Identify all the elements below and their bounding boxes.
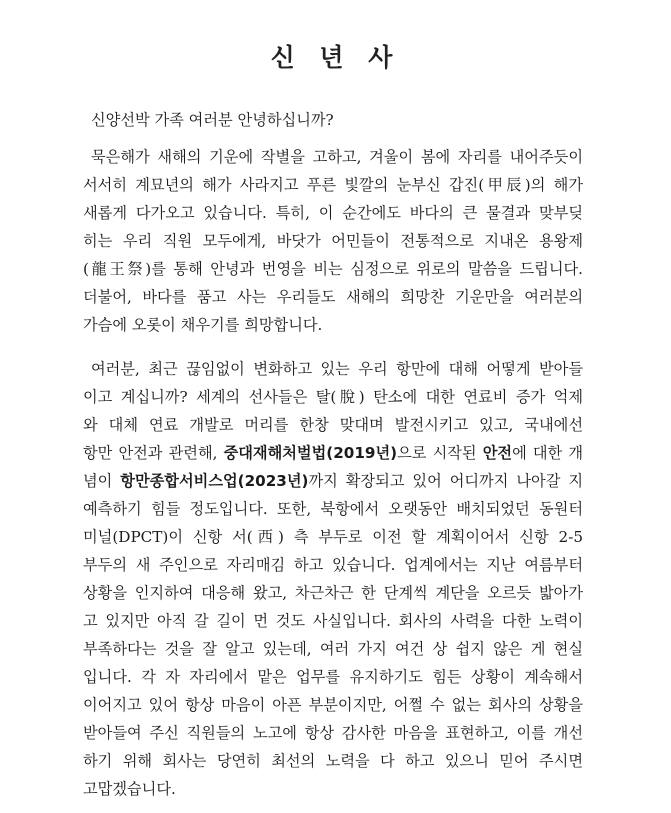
text-line	[83, 551, 583, 579]
text-segment: 미널(DPCT)이 신항 서(西) 측 부두로 이전 할 계획이어서 신항 2-5	[83, 528, 583, 546]
text-line	[83, 283, 583, 311]
text-line	[83, 495, 583, 523]
text-segment: 하기 위해 회사는 당연히 최선의 노력을 다 하고 있으니 믿어 주시면	[83, 752, 583, 770]
text-segment: 서서히 계묘년의 해가 사라지고 푸른 빛깔의 눈부신 갑진(甲辰)의 해가	[83, 176, 583, 194]
text-line	[83, 383, 583, 411]
text-line	[91, 143, 583, 171]
text-segment: 받아들여 주신 직원들의 노고에 항상 감사한 마음을 표현하고, 이를 개선	[83, 724, 583, 742]
text-segment: 더불어, 바다를 품고 사는 우리들도 새해의 희망찬 기운만을 여러분의	[83, 288, 583, 306]
text-segment: 묵은해가 새해의 기운에 작별을 고하고, 겨울이 봄에 자리를 내어주듯이	[91, 148, 583, 166]
text-line	[83, 467, 583, 495]
text-line	[83, 439, 583, 467]
text-line	[83, 171, 583, 199]
text-segment: 예측하기 힘들 정도입니다. 또한, 북항에서 오랫동안 배치되었던 동원터	[83, 500, 583, 518]
text-segment: 새롭게 다가오고 있습니다. 특히, 이 순간에도 바다의 큰 물결과 맞부딪	[83, 204, 583, 222]
bold-phrase: 중대재해처벌법(2019년)	[223, 444, 398, 462]
text-line	[91, 355, 583, 383]
text-segment: 신양선박 가족 여러분 안녕하십니까?	[91, 111, 334, 129]
text-segment: 와 대체 연료 개발로 머리를 한창 맞대며 발전시키고 있고, 국내에선	[83, 416, 583, 434]
bold-phrase: 안전	[482, 444, 513, 462]
text-line	[83, 255, 583, 283]
text-segment: 에 대한 개	[512, 444, 583, 462]
text-line	[83, 227, 583, 255]
text-segment: 이고 계십니까? 세계의 선사들은 탈(脫) 탄소에 대한 연료비 증가 억제	[83, 388, 583, 406]
text-line	[83, 691, 583, 719]
text-segment: 입니다. 각 자 자리에서 맡은 업무를 유지하기도 힘든 상황이 계속해서	[83, 668, 583, 686]
bold-phrase: 항만종합서비스업(2023년)	[120, 472, 309, 490]
text-line	[83, 747, 583, 775]
text-segment: 항만 안전과 관련해,	[83, 444, 224, 462]
text-line	[83, 579, 583, 607]
text-segment: 까지 확장되고 있어 어디까지 나아갈 지	[308, 472, 583, 490]
text-segment: 상황을 인지하여 대응해 왔고, 차근차근 한 단계씩 계단을 오르듯 밟아가	[83, 584, 583, 602]
text-line	[83, 663, 583, 691]
text-segment: 고맙겠습니다.	[83, 780, 176, 798]
text-segment: 고 있지만 아직 갈 길이 먼 것도 사실입니다. 회사의 사력을 다한 노력이	[83, 612, 583, 630]
text-line	[83, 635, 583, 663]
text-line	[83, 411, 583, 439]
text-segment: 여러분, 최근 끊임없이 변화하고 있는 우리 항만에 대해 어떻게 받아들	[91, 360, 583, 378]
text-line	[83, 311, 583, 339]
text-line	[83, 775, 583, 803]
text-line	[83, 719, 583, 747]
text-segment: 으로 시작된	[397, 444, 483, 462]
text-segment: (龍王祭)를 통해 안녕과 번영을 비는 심정으로 위로의 말씀을 드립니다.	[83, 260, 583, 278]
text-segment: 가슴에 오롯이 채우기를 희망합니다.	[83, 316, 323, 334]
text-line	[83, 199, 583, 227]
text-segment: 히는 우리 직원 모두에게, 바닷가 어민들이 전통적으로 지내온 용왕제	[83, 232, 583, 250]
page-title: 신 년 사	[270, 43, 401, 72]
text-segment: 부두의 새 주인으로 자리매김 하고 있습니다. 업계에서는 지난 여름부터	[83, 556, 583, 574]
text-segment: 이어지고 있어 항상 마음이 아픈 부분이지만, 어쩔 수 없는 회사의 상황을	[83, 696, 583, 714]
text-line	[83, 607, 583, 635]
text-segment: 념이	[83, 472, 121, 490]
text-segment: 부족하다는 것을 잘 알고 있는데, 여러 가지 여건 상 쉽지 않은 게 현실	[83, 640, 583, 658]
text-line	[83, 523, 583, 551]
text-line	[91, 106, 591, 134]
